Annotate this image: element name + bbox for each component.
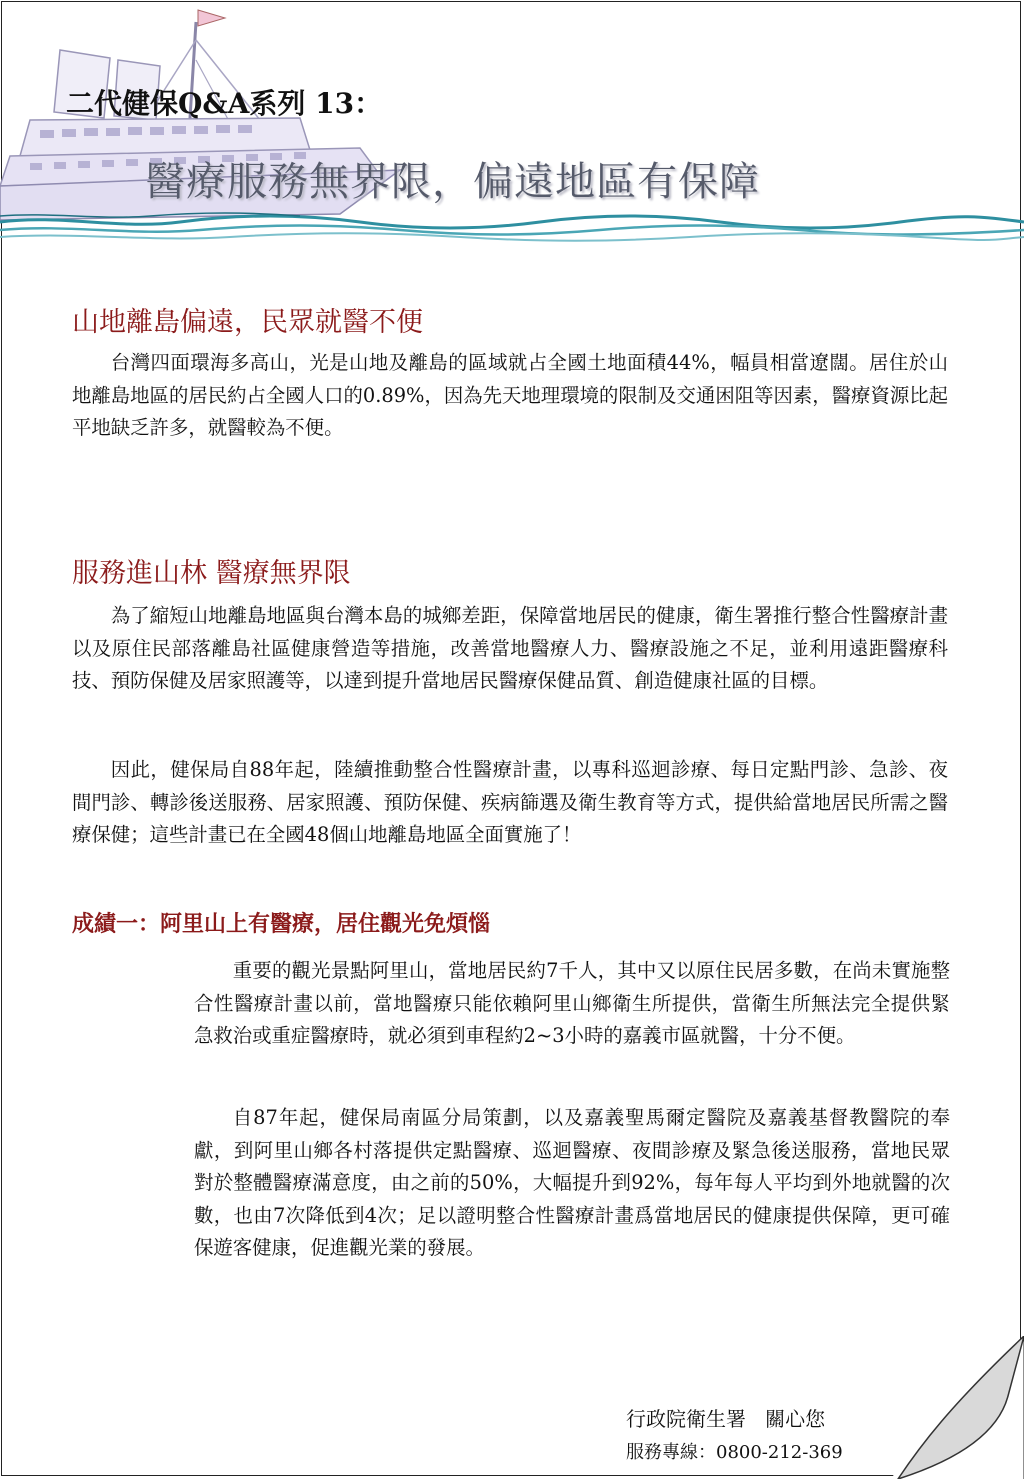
series-title: 二代健保Q&A系列 13： (66, 87, 383, 120)
section-heading-medical-service: 服務進山林 醫療無界限 (72, 558, 351, 589)
paragraph-alishan-background: 重要的觀光景點阿里山，當地居民約7千人，其中又以原住民居多數，在尚未實施整合性醫療計畫以前，當地醫療只能依賴阿里山鄉衛生所提供，當衛生所無法完全提供緊急救治或重症醫療時，就必須到車程約2~3小時的嘉義市區就醫，十分不便。 (194, 959, 950, 1047)
page-title: 醫療服務無界限，偏遠地區有保障 (145, 159, 760, 205)
section-heading-remote-areas: 山地離島偏遠，民眾就醫不便 (72, 307, 423, 338)
wave-divider (0, 210, 1024, 244)
footer-organization: 行政院衛生署 關心您 (626, 1407, 826, 1431)
section-heading-alishan: 成績一：阿里山上有醫療，居住觀光免煩惱 (72, 911, 491, 937)
paragraph-remote-areas: 台灣四面環海多高山，光是山地及離島的區域就占全國土地面積44%，幅員相當遼闊。居住於山地離島地區的居民約占全國人口的0.89%，因為先天地理環境的限制及交通困阻等因素，醫療資源比起平地缺乏許多，就醫較為不便。 (72, 351, 949, 439)
page-curl-corner (890, 1336, 1024, 1479)
footer-hotline: 服務專線：0800-212-369 (626, 1442, 843, 1463)
paragraph-nhi-implementation: 因此，健保局自88年起，陸續推動整合性醫療計畫，以專科巡迴診療、每日定點門診、急診、夜間門診、轉診後送服務、居家照護、預防保健、疾病篩選及衛生教育等方式，提供給當地居民所需之醫療保健；這些計畫已在全國48個山地離島地區全面實施了！ (72, 758, 948, 846)
paragraph-integrated-plan: 為了縮短山地離島地區與台灣本島的城鄉差距，保障當地居民的健康，衛生署推行整合性醫療計畫以及原住民部落離島社區健康營造等措施，改善當地醫療人力、醫療設施之不足，並利用遠距醫療科技、預防保健及居家照護等，以達到提升當地居民醫療保健品質、創造健康社區的目標。 (72, 604, 948, 692)
paragraph-alishan-results: 自87年起，健保局南區分局策劃，以及嘉義聖馬爾定醫院及嘉義基督教醫院的奉獻，到阿里山鄉各村落提供定點醫療、巡迴醫療、夜間診療及緊急後送服務，當地民眾對於整體醫療滿意度，由之前的50%，大幅提升到92%，每年每人平均到外地就醫的次數，也由7次降低到4次；足以證明整合性醫療計畫爲當地居民的健康提供保障，更可確保遊客健康，促進觀光業的發展。 (194, 1106, 950, 1259)
